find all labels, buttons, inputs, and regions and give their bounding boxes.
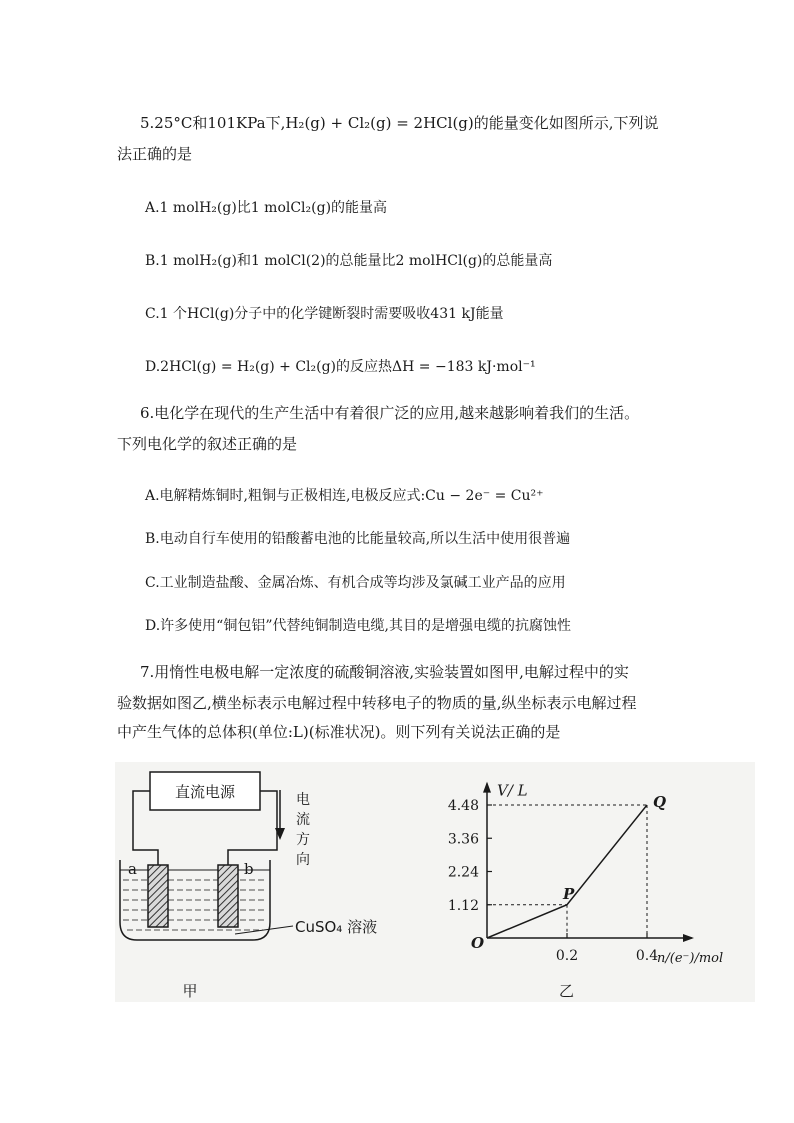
point-label-p: P <box>563 884 575 903</box>
q7-stem-line2: 验数据如图乙,横坐标表示电解过程中转移电子的物质的量,纵坐标表示电解过程 <box>117 694 637 712</box>
y-tick-label: 4.48 <box>447 798 479 814</box>
q5-option-c: C.1 个HCl(g)分子中的化学键断裂时需要吸收431 kJ能量 <box>145 306 504 322</box>
solution-label: CuSO₄ 溶液 <box>295 918 378 936</box>
q7-stem-line1: 7.用惰性电极电解一定浓度的硫酸铜溶液,实验装置如图甲,电解过程中的实 <box>140 663 629 681</box>
point-label-q: Q <box>653 793 667 811</box>
x-tick-label: 0.2 <box>555 948 579 964</box>
q6-option-d: D.许多使用“铜包铝”代替纯铜制造电缆,其目的是增强电缆的抗腐蚀性 <box>145 618 571 634</box>
x-axis-label: n/(e⁻)/mol <box>657 951 724 966</box>
q6-option-a: A.电解精炼铜时,粗铜与正极相连,电极反应式:Cu − 2e⁻ = Cu²⁺ <box>145 488 544 504</box>
power-supply-label: 直流电源 <box>174 783 236 801</box>
current-label-4: 向 <box>296 852 310 868</box>
q6-option-c: C.工业制造盐酸、金属冶炼、有机合成等均涉及氯碱工业产品的应用 <box>145 575 566 591</box>
current-label-1: 电 <box>296 792 310 808</box>
y-tick-label: 1.12 <box>447 897 479 914</box>
q6-stem-line1: 6.电化学在现代的生产生活中有着很广泛的应用,越来越影响着我们的生活。 <box>140 404 640 422</box>
y-axis-label: V/ L <box>497 781 528 800</box>
current-label-2: 流 <box>296 812 310 828</box>
q5-stem-line1: 5.25°C和101KPa下,H₂(g) + Cl₂(g) = 2HCl(g)的能量变化如图所示,下列说 <box>140 114 659 132</box>
figure-jia-caption: 甲 <box>182 982 198 1000</box>
q5-stem-line2: 法正确的是 <box>117 145 193 163</box>
q7-figure <box>115 762 755 1002</box>
figure-yi-caption: 乙 <box>559 982 575 1000</box>
q5-option-a: A.1 molH₂(g)比1 molCl₂(g)的能量高 <box>145 200 388 216</box>
q7-stem-line3: 中产生气体的总体积(单位:L)(标准状况)。则下列有关说法正确的是 <box>117 723 561 741</box>
electrode-b-label: b <box>244 860 254 878</box>
current-label-3: 方 <box>296 832 310 848</box>
q6-option-b: B.电动自行车使用的铅酸蓄电池的比能量较高,所以生活中使用很普遍 <box>145 531 571 547</box>
y-tick-label: 3.36 <box>447 831 479 848</box>
y-tick-label: 2.24 <box>447 864 479 881</box>
electrode-a <box>148 865 168 927</box>
q5-option-d: D.2HCl(g) = H₂(g) + Cl₂(g)的反应热ΔH = −183 kJ·mol⁻¹ <box>145 359 536 375</box>
q5-equation: H₂(g) + Cl₂(g) = 2HCl(g) <box>285 114 474 132</box>
x-tick-label: 0.4 <box>635 948 659 964</box>
q5-option-b: B.1 molH₂(g)和1 molCl(2)的总能量比2 molHCl(g)的总能量高 <box>145 253 553 269</box>
origin-label: O <box>471 934 485 952</box>
electrode-a-label: a <box>128 860 137 878</box>
q7-figure-svg <box>115 762 755 1002</box>
q6-stem-line2: 下列电化学的叙述正确的是 <box>117 435 298 453</box>
electrode-b <box>218 865 238 927</box>
